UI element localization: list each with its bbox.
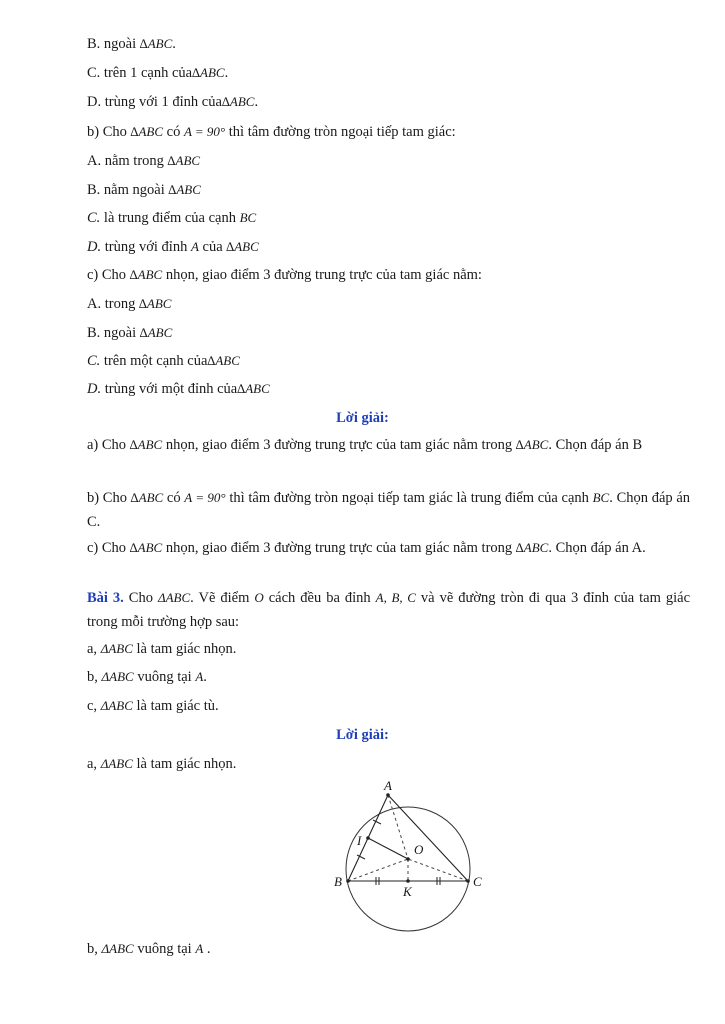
exercise-3: Bài 3. Cho ΔABC. Vẽ điểm O cách đều ba đỉnh A, B, C và vẽ đường tròn đi qua 3 đỉnh của tam giác trong mỗi trường hợp sau: (87, 590, 691, 630)
circumcircle (346, 807, 470, 931)
option-a-c: A. trong ∆ABC (87, 296, 172, 312)
solution-heading-2: Lời giải: (336, 727, 389, 743)
option-d-a: D. trùng với 1 đỉnh của∆ABC. (87, 94, 259, 110)
label-a: A (384, 778, 392, 793)
point-a (386, 793, 390, 797)
point-c (466, 879, 470, 883)
option-b-b: B. nằm ngoài ∆ABC (87, 182, 201, 198)
dashed-oc (408, 859, 468, 881)
label-c: C (473, 874, 482, 889)
label-k: K (403, 884, 412, 899)
label-i: I (357, 833, 362, 848)
dashed-oa (388, 795, 408, 859)
label-o: O (414, 842, 424, 857)
exercise-3-case-a: a, ΔABC là tam giác nhọn. (87, 641, 237, 657)
option-b-a: B. ngoài ∆ABC. (87, 36, 176, 52)
label-b: B (334, 874, 342, 889)
circumcircle-figure (320, 775, 500, 935)
side-ac (388, 795, 468, 881)
solution-c: c) Cho ∆ABC nhọn, giao điểm 3 đường trung trực của tam giác nằm trong ∆ABC. Chọn đáp án A. (87, 540, 646, 556)
point-k (406, 879, 410, 883)
option-c-b: C. là trung điểm của cạnh BC (87, 210, 257, 226)
question-c: c) Cho ∆ABC nhọn, giao điểm 3 đường trung trực của tam giác nằm: (87, 267, 482, 283)
point-i (366, 836, 370, 840)
point-b (346, 879, 350, 883)
option-d-b: D. trùng với đỉnh A của ∆ABC (87, 239, 259, 255)
solution-a: a) Cho ∆ABC nhọn, giao điểm 3 đường trung trực của tam giác nằm trong ∆ABC. Chọn đáp án B (87, 437, 643, 453)
exercise-3-case-b: b, ΔABC vuông tại A. (87, 669, 207, 685)
option-c-a: C. trên 1 cạnh của∆ABC. (87, 65, 229, 81)
point-o (406, 857, 410, 861)
option-a-b: A. nằm trong ∆ABC (87, 153, 201, 169)
option-b-c: B. ngoài ∆ABC (87, 325, 173, 341)
solution-2-b: b, ΔABC vuông tại A . (87, 941, 211, 957)
solution-2-a: a, ΔABC là tam giác nhọn. (87, 756, 237, 772)
question-b: b) Cho ∆ABC có A = 90° thì tâm đường tròn ngoại tiếp tam giác: (87, 124, 456, 140)
solution-heading-1: Lời giải: (336, 410, 389, 426)
option-c-c: C. trên một cạnh của∆ABC (87, 353, 240, 369)
option-d-c: D. trùng với một đỉnh của∆ABC (87, 381, 270, 397)
solution-b: b) Cho ∆ABC có A = 90° thì tâm đường tròn ngoại tiếp tam giác là trung điểm của cạnh BC. Chọn đáp án C. (87, 490, 691, 530)
exercise-3-case-c: c, ΔABC là tam giác tù. (87, 698, 219, 714)
